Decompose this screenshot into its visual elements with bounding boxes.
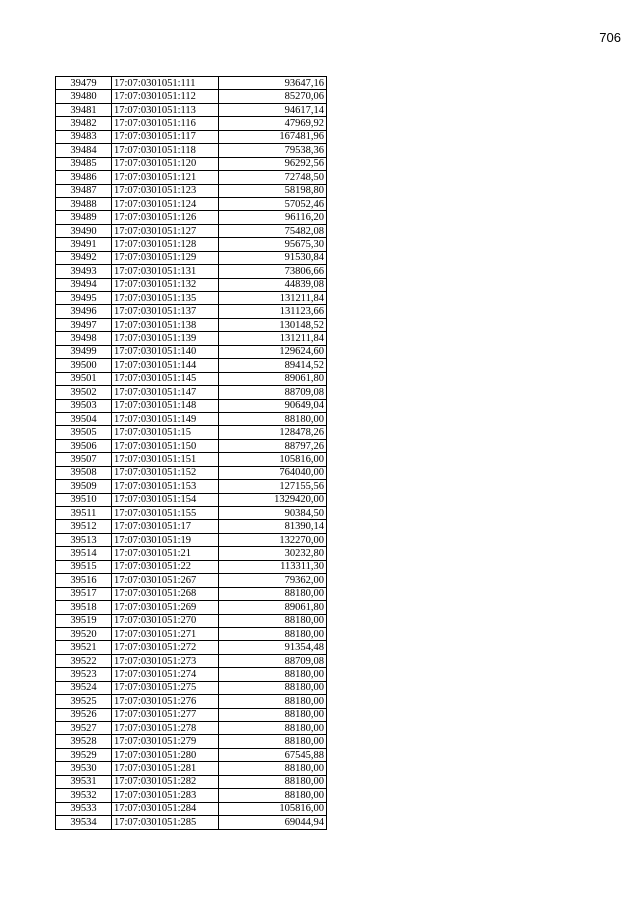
cadastral-number-cell: 17:07:0301051:139: [112, 332, 219, 345]
row-number-cell: 39514: [56, 547, 112, 560]
table-row: [56, 305, 327, 318]
row-number-cell: 39486: [56, 171, 112, 184]
cadastral-number-cell: 17:07:0301051:147: [112, 386, 219, 399]
cadastral-number-cell: 17:07:0301051:276: [112, 695, 219, 708]
row-number-cell: 39490: [56, 224, 112, 237]
row-number-cell: 39521: [56, 641, 112, 654]
cadastral-number-cell: 17:07:0301051:153: [112, 480, 219, 493]
value-cell: 95675,30: [219, 238, 327, 251]
value-cell: 88180,00: [219, 412, 327, 425]
cadastral-number-cell: 17:07:0301051:131: [112, 265, 219, 278]
table-row: [56, 762, 327, 775]
value-cell: 88180,00: [219, 735, 327, 748]
value-cell: 90384,50: [219, 507, 327, 520]
value-cell: 88180,00: [219, 627, 327, 640]
row-number-cell: 39528: [56, 735, 112, 748]
row-number-cell: 39497: [56, 318, 112, 331]
table-row: [56, 278, 327, 291]
table-row: [56, 90, 327, 103]
cadastral-number-cell: 17:07:0301051:269: [112, 601, 219, 614]
cadastral-number-cell: 17:07:0301051:116: [112, 117, 219, 130]
cadastral-number-cell: 17:07:0301051:138: [112, 318, 219, 331]
row-number-cell: 39488: [56, 197, 112, 210]
table-row: [56, 157, 327, 170]
table-row: [56, 224, 327, 237]
cadastral-number-cell: 17:07:0301051:151: [112, 453, 219, 466]
table-row: [56, 265, 327, 278]
cadastral-number-cell: 17:07:0301051:121: [112, 171, 219, 184]
cadastral-number-cell: 17:07:0301051:118: [112, 144, 219, 157]
table-row: [56, 533, 327, 546]
table-row: [56, 103, 327, 116]
value-cell: 67545,88: [219, 748, 327, 761]
table-row: [56, 520, 327, 533]
value-cell: 79538,36: [219, 144, 327, 157]
value-cell: 131123,66: [219, 305, 327, 318]
table-body: [56, 77, 327, 830]
table-row: [56, 668, 327, 681]
cadastral-number-cell: 17:07:0301051:273: [112, 654, 219, 667]
row-number-cell: 39496: [56, 305, 112, 318]
table-row: [56, 547, 327, 560]
value-cell: 130148,52: [219, 318, 327, 331]
row-number-cell: 39530: [56, 762, 112, 775]
row-number-cell: 39531: [56, 775, 112, 788]
row-number-cell: 39498: [56, 332, 112, 345]
table-row: [56, 735, 327, 748]
cadastral-number-cell: 17:07:0301051:282: [112, 775, 219, 788]
cadastral-number-cell: 17:07:0301051:19: [112, 533, 219, 546]
cadastral-number-cell: 17:07:0301051:152: [112, 466, 219, 479]
row-number-cell: 39523: [56, 668, 112, 681]
value-cell: 91530,84: [219, 251, 327, 264]
table-row: [56, 453, 327, 466]
row-number-cell: 39512: [56, 520, 112, 533]
row-number-cell: 39518: [56, 601, 112, 614]
table-row: [56, 466, 327, 479]
table-row: [56, 480, 327, 493]
table-row: [56, 627, 327, 640]
table-row: [56, 345, 327, 358]
table-row: [56, 197, 327, 210]
value-cell: 89061,80: [219, 601, 327, 614]
table-row: [56, 789, 327, 802]
table-row: [56, 426, 327, 439]
table-row: [56, 144, 327, 157]
row-number-cell: 39503: [56, 399, 112, 412]
row-number-cell: 39487: [56, 184, 112, 197]
table-row: [56, 614, 327, 627]
cadastral-number-cell: 17:07:0301051:268: [112, 587, 219, 600]
row-number-cell: 39480: [56, 90, 112, 103]
row-number-cell: 39511: [56, 507, 112, 520]
row-number-cell: 39526: [56, 708, 112, 721]
value-cell: 88180,00: [219, 722, 327, 735]
cadastral-number-cell: 17:07:0301051:22: [112, 560, 219, 573]
table-row: [56, 211, 327, 224]
cadastral-number-cell: 17:07:0301051:267: [112, 574, 219, 587]
value-cell: 88180,00: [219, 695, 327, 708]
cadastral-number-cell: 17:07:0301051:145: [112, 372, 219, 385]
value-cell: 129624,60: [219, 345, 327, 358]
value-cell: 94617,14: [219, 103, 327, 116]
table-row: [56, 292, 327, 305]
cadastral-number-cell: 17:07:0301051:124: [112, 197, 219, 210]
row-number-cell: 39522: [56, 654, 112, 667]
value-cell: 79362,00: [219, 574, 327, 587]
row-number-cell: 39533: [56, 802, 112, 815]
table-row: [56, 77, 327, 90]
cadastral-number-cell: 17:07:0301051:123: [112, 184, 219, 197]
value-cell: 30232,80: [219, 547, 327, 560]
value-cell: 93647,16: [219, 77, 327, 90]
value-cell: 58198,80: [219, 184, 327, 197]
cadastral-number-cell: 17:07:0301051:132: [112, 278, 219, 291]
value-cell: 96292,56: [219, 157, 327, 170]
table-row: [56, 318, 327, 331]
cadastral-number-cell: 17:07:0301051:120: [112, 157, 219, 170]
cadastral-number-cell: 17:07:0301051:275: [112, 681, 219, 694]
value-cell: 88180,00: [219, 668, 327, 681]
value-cell: 96116,20: [219, 211, 327, 224]
cadastral-number-cell: 17:07:0301051:277: [112, 708, 219, 721]
row-number-cell: 39492: [56, 251, 112, 264]
value-cell: 47969,92: [219, 117, 327, 130]
table-row: [56, 359, 327, 372]
table-row: [56, 708, 327, 721]
row-number-cell: 39513: [56, 533, 112, 546]
table-row: [56, 722, 327, 735]
table-row: [56, 587, 327, 600]
value-cell: 89061,80: [219, 372, 327, 385]
cadastral-number-cell: 17:07:0301051:274: [112, 668, 219, 681]
page-number: 706: [599, 30, 621, 45]
cadastral-number-cell: 17:07:0301051:272: [112, 641, 219, 654]
row-number-cell: 39500: [56, 359, 112, 372]
table-row: [56, 641, 327, 654]
cadastral-number-cell: 17:07:0301051:154: [112, 493, 219, 506]
row-number-cell: 39504: [56, 412, 112, 425]
value-cell: 57052,46: [219, 197, 327, 210]
value-cell: 88797,26: [219, 439, 327, 452]
table-row: [56, 386, 327, 399]
row-number-cell: 39502: [56, 386, 112, 399]
table-row: [56, 399, 327, 412]
table-row: [56, 184, 327, 197]
cadastral-number-cell: 17:07:0301051:17: [112, 520, 219, 533]
row-number-cell: 39494: [56, 278, 112, 291]
table-row: [56, 695, 327, 708]
table-row: [56, 802, 327, 815]
row-number-cell: 39520: [56, 627, 112, 640]
row-number-cell: 39534: [56, 816, 112, 829]
table-row: [56, 681, 327, 694]
cadastral-number-cell: 17:07:0301051:129: [112, 251, 219, 264]
cadastral-value-table: [55, 76, 327, 830]
cadastral-number-cell: 17:07:0301051:144: [112, 359, 219, 372]
value-cell: 44839,08: [219, 278, 327, 291]
row-number-cell: 39508: [56, 466, 112, 479]
row-number-cell: 39481: [56, 103, 112, 116]
value-cell: 91354,48: [219, 641, 327, 654]
value-cell: 75482,08: [219, 224, 327, 237]
row-number-cell: 39495: [56, 292, 112, 305]
table-row: [56, 775, 327, 788]
row-number-cell: 39482: [56, 117, 112, 130]
cadastral-number-cell: 17:07:0301051:281: [112, 762, 219, 775]
table-row: [56, 117, 327, 130]
cadastral-number-cell: 17:07:0301051:111: [112, 77, 219, 90]
table-row: [56, 507, 327, 520]
value-cell: 73806,66: [219, 265, 327, 278]
cadastral-number-cell: 17:07:0301051:135: [112, 292, 219, 305]
row-number-cell: 39515: [56, 560, 112, 573]
table-row: [56, 493, 327, 506]
row-number-cell: 39517: [56, 587, 112, 600]
value-cell: 88180,00: [219, 681, 327, 694]
value-cell: 105816,00: [219, 453, 327, 466]
table-row: [56, 251, 327, 264]
table-row: [56, 412, 327, 425]
row-number-cell: 39489: [56, 211, 112, 224]
cadastral-number-cell: 17:07:0301051:140: [112, 345, 219, 358]
row-number-cell: 39532: [56, 789, 112, 802]
value-cell: 131211,84: [219, 292, 327, 305]
value-cell: 132270,00: [219, 533, 327, 546]
value-cell: 88180,00: [219, 708, 327, 721]
cadastral-number-cell: 17:07:0301051:284: [112, 802, 219, 815]
cadastral-number-cell: 17:07:0301051:113: [112, 103, 219, 116]
row-number-cell: 39529: [56, 748, 112, 761]
value-cell: 88709,08: [219, 386, 327, 399]
cadastral-number-cell: 17:07:0301051:128: [112, 238, 219, 251]
row-number-cell: 39519: [56, 614, 112, 627]
row-number-cell: 39483: [56, 130, 112, 143]
cadastral-number-cell: 17:07:0301051:278: [112, 722, 219, 735]
cadastral-number-cell: 17:07:0301051:150: [112, 439, 219, 452]
row-number-cell: 39499: [56, 345, 112, 358]
table-row: [56, 601, 327, 614]
cadastral-number-cell: 17:07:0301051:137: [112, 305, 219, 318]
value-cell: 127155,56: [219, 480, 327, 493]
table-row: [56, 171, 327, 184]
cadastral-number-cell: 17:07:0301051:148: [112, 399, 219, 412]
cadastral-number-cell: 17:07:0301051:285: [112, 816, 219, 829]
row-number-cell: 39505: [56, 426, 112, 439]
row-number-cell: 39516: [56, 574, 112, 587]
cadastral-number-cell: 17:07:0301051:149: [112, 412, 219, 425]
value-cell: 88180,00: [219, 587, 327, 600]
value-cell: 764040,00: [219, 466, 327, 479]
value-cell: 1329420,00: [219, 493, 327, 506]
value-cell: 69044,94: [219, 816, 327, 829]
value-cell: 167481,96: [219, 130, 327, 143]
value-cell: 88180,00: [219, 775, 327, 788]
cadastral-number-cell: 17:07:0301051:155: [112, 507, 219, 520]
value-cell: 72748,50: [219, 171, 327, 184]
table-row: [56, 238, 327, 251]
row-number-cell: 39509: [56, 480, 112, 493]
cadastral-number-cell: 17:07:0301051:21: [112, 547, 219, 560]
row-number-cell: 39485: [56, 157, 112, 170]
row-number-cell: 39479: [56, 77, 112, 90]
value-cell: 90649,04: [219, 399, 327, 412]
cadastral-number-cell: 17:07:0301051:126: [112, 211, 219, 224]
value-cell: 105816,00: [219, 802, 327, 815]
row-number-cell: 39501: [56, 372, 112, 385]
table-row: [56, 130, 327, 143]
cadastral-number-cell: 17:07:0301051:112: [112, 90, 219, 103]
table-row: [56, 439, 327, 452]
value-cell: 88180,00: [219, 614, 327, 627]
row-number-cell: 39507: [56, 453, 112, 466]
cadastral-number-cell: 17:07:0301051:279: [112, 735, 219, 748]
row-number-cell: 39525: [56, 695, 112, 708]
table-row: [56, 574, 327, 587]
value-cell: 131211,84: [219, 332, 327, 345]
table-row: [56, 816, 327, 829]
cadastral-number-cell: 17:07:0301051:271: [112, 627, 219, 640]
value-cell: 88180,00: [219, 762, 327, 775]
value-cell: 81390,14: [219, 520, 327, 533]
value-cell: 113311,30: [219, 560, 327, 573]
table-row: [56, 372, 327, 385]
table-row: [56, 654, 327, 667]
table-row: [56, 748, 327, 761]
cadastral-number-cell: 17:07:0301051:15: [112, 426, 219, 439]
row-number-cell: 39493: [56, 265, 112, 278]
row-number-cell: 39491: [56, 238, 112, 251]
row-number-cell: 39510: [56, 493, 112, 506]
cadastral-number-cell: 17:07:0301051:270: [112, 614, 219, 627]
table-row: [56, 332, 327, 345]
value-cell: 128478,26: [219, 426, 327, 439]
row-number-cell: 39527: [56, 722, 112, 735]
row-number-cell: 39524: [56, 681, 112, 694]
value-cell: 88180,00: [219, 789, 327, 802]
cadastral-number-cell: 17:07:0301051:283: [112, 789, 219, 802]
cadastral-number-cell: 17:07:0301051:280: [112, 748, 219, 761]
cadastral-number-cell: 17:07:0301051:127: [112, 224, 219, 237]
table-row: [56, 560, 327, 573]
row-number-cell: 39484: [56, 144, 112, 157]
value-cell: 88709,08: [219, 654, 327, 667]
value-cell: 89414,52: [219, 359, 327, 372]
value-cell: 85270,06: [219, 90, 327, 103]
row-number-cell: 39506: [56, 439, 112, 452]
cadastral-number-cell: 17:07:0301051:117: [112, 130, 219, 143]
